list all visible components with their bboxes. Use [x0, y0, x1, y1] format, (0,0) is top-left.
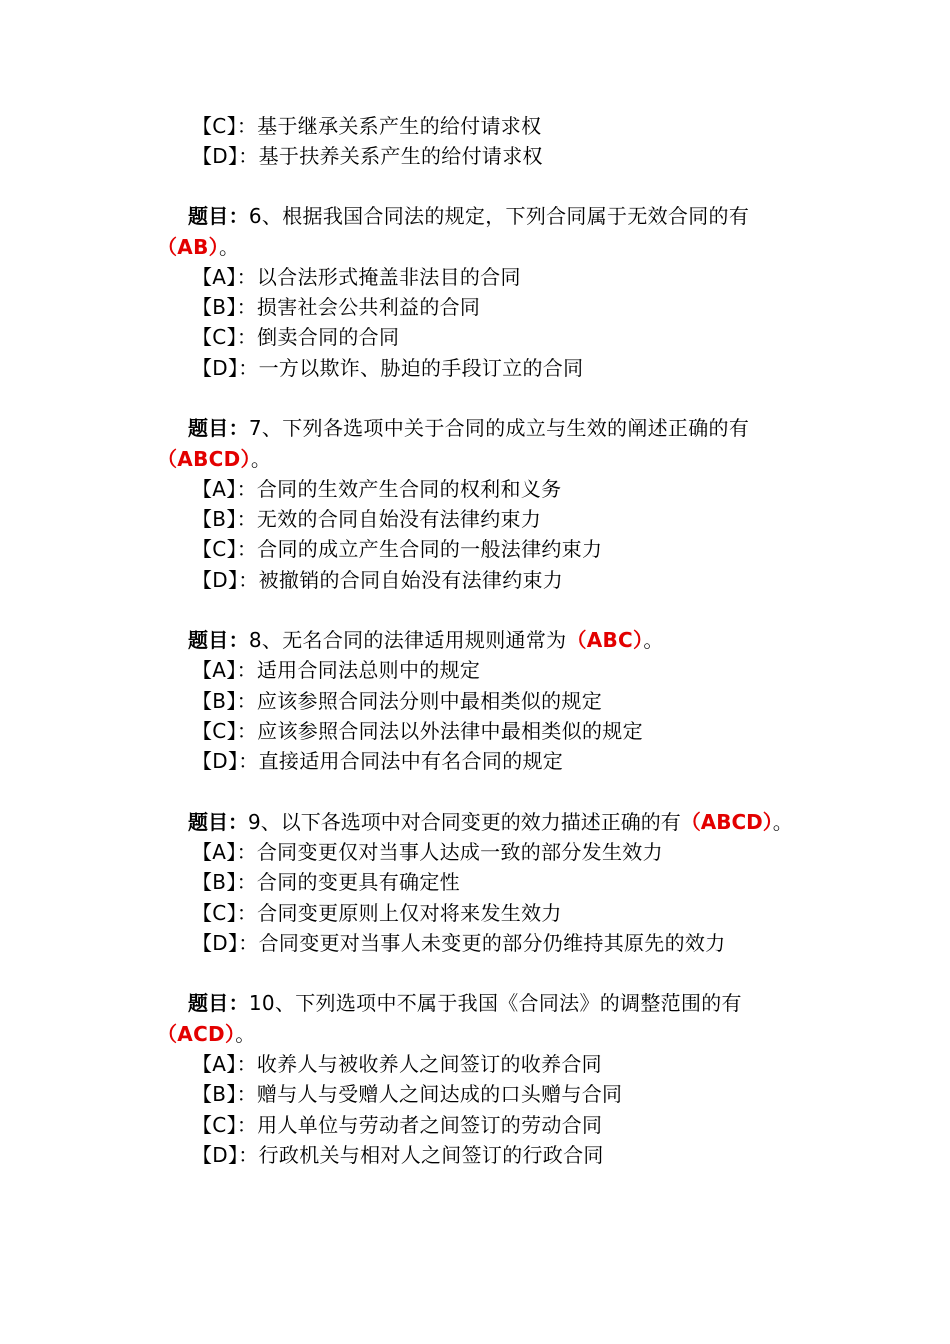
option-c: 【C】：合同变更原则上仅对将来发生效力	[192, 901, 562, 925]
answer: （AB）	[157, 235, 219, 259]
option-b: 【B】：合同的变更具有确定性	[192, 870, 460, 894]
option-c: 【C】：应该参照合同法以外法律中最相类似的规定	[192, 719, 643, 743]
option-a: 【A】：适用合同法总则中的规定	[192, 658, 481, 682]
option-c: 【C】：倒卖合同的合同	[192, 325, 400, 349]
punctuation: 。	[772, 810, 793, 834]
option-b: 【B】：应该参照合同法分则中最相类似的规定	[192, 689, 603, 713]
question-8-stem	[188, 625, 664, 655]
option-d: 【D】：合同变更对当事人未变更的部分仍维持其原先的效力	[192, 931, 726, 955]
option-a: 【A】：收养人与被收养人之间签订的收养合同	[192, 1052, 602, 1076]
answer: （ABCD）	[680, 810, 773, 834]
option-d: 【D】：基于扶养关系产生的给付请求权	[192, 144, 543, 168]
punctuation: 。	[218, 235, 240, 259]
option-d: 【D】：一方以欺诈、胁迫的手段订立的合同	[192, 356, 584, 380]
question-text: 6、根据我国合同法的规定，下列合同属于无效合同的有	[248, 204, 750, 228]
question-6-answer-line	[157, 232, 239, 262]
option-d: 【D】：行政机关与相对人之间签订的行政合同	[192, 1143, 604, 1167]
punctuation: 。	[643, 628, 664, 652]
question-text: 10、下列选项中不属于我国《合同法》的调整范围的有	[248, 991, 742, 1015]
option-b: 【B】：赠与人与受赠人之间达成的口头赠与合同	[192, 1082, 623, 1106]
question-label: 题目：	[188, 810, 248, 834]
answer: （ABCD）	[157, 447, 251, 471]
question-10-answer-line	[157, 1019, 256, 1049]
question-7-stem	[188, 413, 749, 443]
option-c: 【C】：合同的成立产生合同的一般法律约束力	[192, 537, 603, 561]
punctuation: 。	[235, 1022, 256, 1046]
option-d: 【D】：直接适用合同法中有名合同的规定	[192, 749, 564, 773]
option-b: 【B】：损害社会公共利益的合同	[192, 295, 481, 319]
option-c: 【C】：基于继承关系产生的给付请求权	[192, 114, 542, 138]
question-label: 题目：	[188, 416, 249, 440]
question-text: 8、无名合同的法律适用规则通常为	[248, 628, 567, 652]
answer: （ABC）	[566, 628, 644, 652]
option-a: 【A】：合同的生效产生合同的权利和义务	[192, 477, 562, 501]
option-d: 【D】：被撤销的合同自始没有法律约束力	[192, 568, 564, 592]
question-text: 9、以下各选项中对合同变更的效力描述正确的有	[248, 810, 681, 834]
question-7-answer-line	[157, 444, 271, 474]
question-label: 题目：	[188, 628, 249, 652]
question-text: 7、下列各选项中关于合同的成立与生效的阐述正确的有	[248, 416, 750, 440]
question-6-stem	[188, 201, 749, 231]
option-b: 【B】：无效的合同自始没有法律约束力	[192, 507, 542, 531]
question-10-stem	[188, 988, 742, 1018]
question-label: 题目：	[188, 991, 249, 1015]
option-c: 【C】：用人单位与劳动者之间签订的劳动合同	[192, 1113, 603, 1137]
question-9-stem	[188, 807, 793, 837]
punctuation: 。	[250, 447, 272, 471]
option-a: 【A】：合同变更仅对当事人达成一致的部分发生效力	[192, 840, 663, 864]
option-a: 【A】：以合法形式掩盖非法目的合同	[192, 265, 521, 289]
question-label: 题目：	[188, 204, 249, 228]
answer: （ACD）	[157, 1022, 236, 1046]
